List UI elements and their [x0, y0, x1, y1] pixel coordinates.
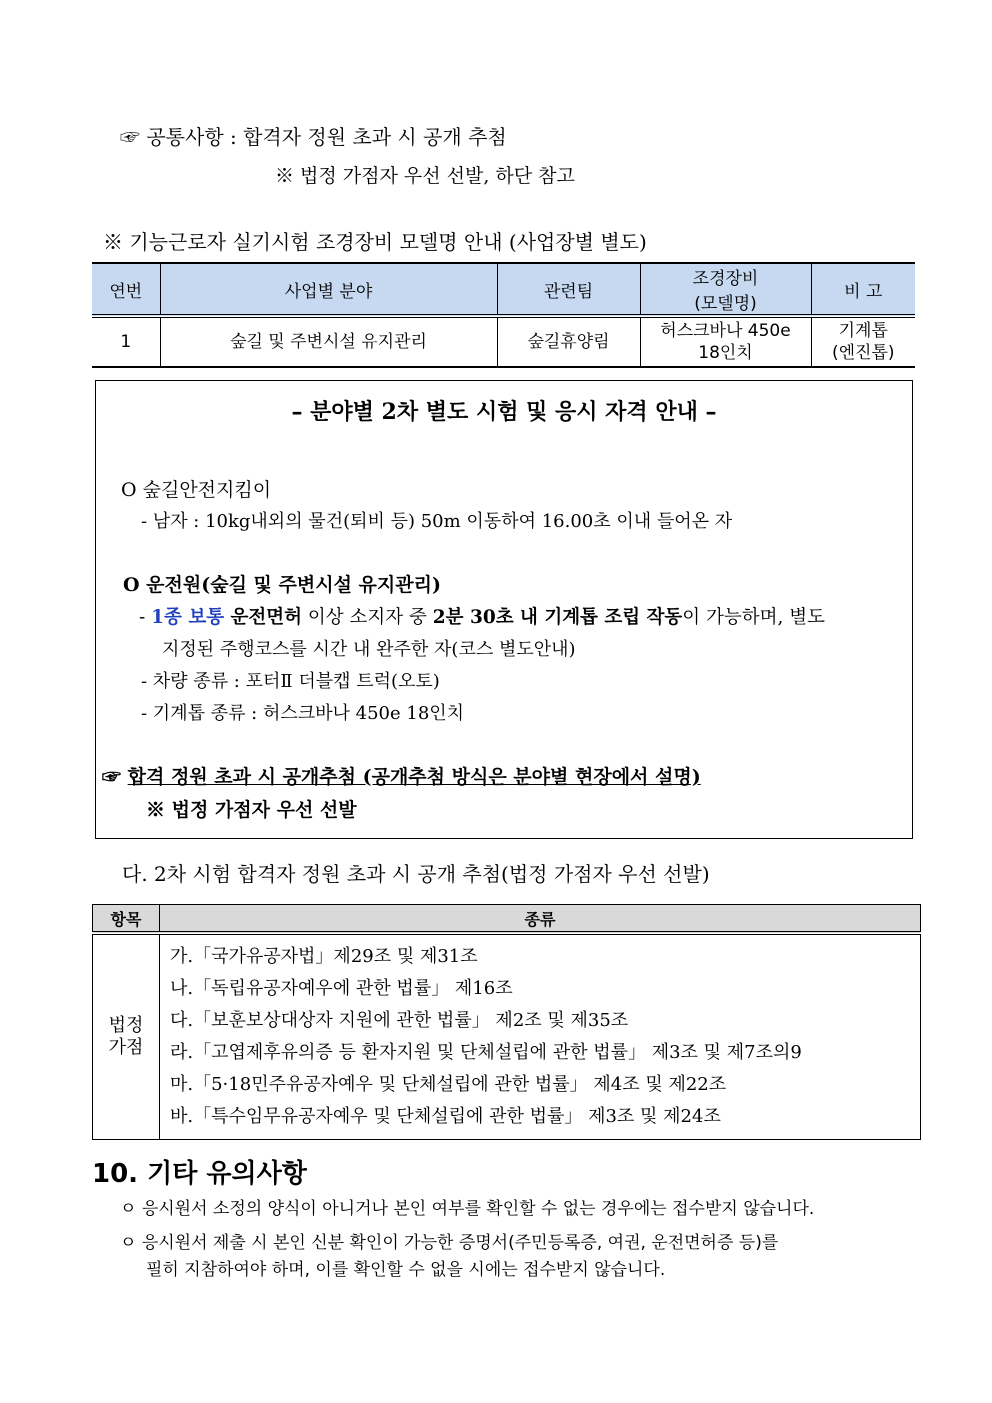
common-subnote: ※ 법정 가점자 우선 선발, 하단 참고: [275, 165, 575, 187]
equip-size: 18인치: [698, 343, 753, 363]
section10-title: 10. 기타 유의사항: [92, 1159, 307, 1189]
cell-items: [160, 933, 921, 1140]
list-item: 가.「국가유공자법」제29조 및 제31조: [170, 946, 478, 967]
list-item: 나.「독립유공자예우에 관한 법률」 제16조: [170, 978, 513, 999]
text: 이상 소지자 중: [302, 607, 433, 628]
col-note: 비 고: [811, 263, 915, 316]
list-item: 다.「보훈보상대상자 지원에 관한 법률」 제2조 및 제35조: [170, 1010, 629, 1031]
exam-info-box: [95, 380, 913, 839]
cell-label: [93, 933, 160, 1140]
lottery-note: [102, 768, 701, 787]
box-title: – 분야별 2차 별도 시험 및 응시 자격 안내 –: [291, 399, 717, 425]
s2-title: O 운전원(숲길 및 주변시설 유지관리): [123, 574, 441, 596]
list-item: 바.「특수임무유공자예우 및 단체설립에 관한 법률」 제3조 및 제24조: [170, 1106, 721, 1127]
note-l2: (엔진톱): [831, 343, 895, 363]
s2-line3: - 차량 종류 : 포터Ⅱ 더블캡 트럭(오토): [141, 671, 440, 692]
pointing-hand-icon: ☞: [102, 766, 122, 788]
equipment-caption: ※ 기능근로자 실기시험 조경장비 모델명 안내 (사업장별 별도): [103, 230, 647, 254]
section-da-title: 다. 2차 시험 합격자 정원 초과 시 공개 추첨(법정 가점자 우선 선발): [122, 862, 710, 886]
note-l1: 기계톱: [838, 320, 888, 341]
dash: -: [139, 607, 152, 628]
list-item: 라.「고엽제후유의증 등 환자지원 및 단체설립에 관한 법률」 제3조 및 제7조의9: [170, 1042, 802, 1063]
col-equipment-l1: 조경장비: [692, 269, 759, 289]
lottery-subnote: ※ 법정 가점자 우선 선발: [146, 799, 357, 821]
cell-team: 숲길휴양림: [497, 316, 640, 367]
s2-line2: 지정된 주행코스를 시간 내 완주한 자(코스 별도안내): [162, 639, 576, 660]
cell-field: 숲길 및 주변시설 유지관리: [160, 316, 497, 367]
cell-equipment: [640, 316, 811, 367]
bullet-1: ㅇ 응시원서 소정의 양식이 아니거나 본인 여부를 확인할 수 없는 경우에는 접수받지 않습니다.: [120, 1199, 815, 1219]
table-header-row: [92, 263, 915, 316]
cell-note: [811, 316, 915, 367]
label-l2: 가점: [108, 1037, 144, 1058]
s1-line: - 남자 : 10kg내외의 물건(퇴비 등) 50m 이동하여 16.00초 이내 들어온 자: [141, 511, 733, 532]
equip-model: 허스크바나 450e: [660, 320, 791, 341]
s2-line4: - 기계톱 종류 : 허스크바나 450e 18인치: [141, 703, 465, 724]
table-row: [93, 933, 921, 1140]
common-note: ☞ 공통사항 : 합격자 정원 초과 시 공개 추첨: [120, 125, 507, 149]
lottery-note-text: 합격 정원 초과 시 공개추첨 (공개추첨 방식은 분야별 현장에서 설명): [127, 766, 701, 788]
text: 이 가능하며, 별도: [682, 607, 826, 628]
bonus-table: [92, 904, 921, 1140]
bullet-2-cont: 필히 지참하여야 하며, 이를 확인할 수 없을 시에는 접수받지 않습니다.: [146, 1260, 666, 1280]
table-row: [92, 316, 915, 367]
col-item: 항목: [93, 905, 160, 934]
col-type: 종류: [160, 905, 921, 934]
bullet-2: ㅇ 응시원서 제출 시 본인 신분 확인이 가능한 증명서(주민등록증, 여권, 운전면허증 등)를: [120, 1233, 779, 1253]
col-team: 관련팀: [497, 263, 640, 316]
col-field: 사업별 분야: [160, 263, 497, 316]
col-equipment-l2: (모델명): [694, 294, 757, 314]
chainsaw-requirement: 2분 30초 내 기계톱 조립 작동: [432, 607, 683, 628]
cell-no: 1: [92, 316, 160, 367]
list-item: 마.「5·18민주유공자예우 및 단체설립에 관한 법률」 제4조 및 제22조: [170, 1074, 727, 1095]
license-label: 운전면허: [224, 607, 303, 628]
col-equipment: [640, 263, 811, 316]
s1-title: O 숲길안전지킴이: [121, 479, 272, 501]
equipment-table: [92, 262, 915, 368]
label-l1: 법정: [108, 1015, 144, 1037]
license-type: 1종 보통: [151, 607, 225, 628]
s2-line1: [139, 609, 825, 628]
col-no: 연번: [92, 263, 160, 316]
